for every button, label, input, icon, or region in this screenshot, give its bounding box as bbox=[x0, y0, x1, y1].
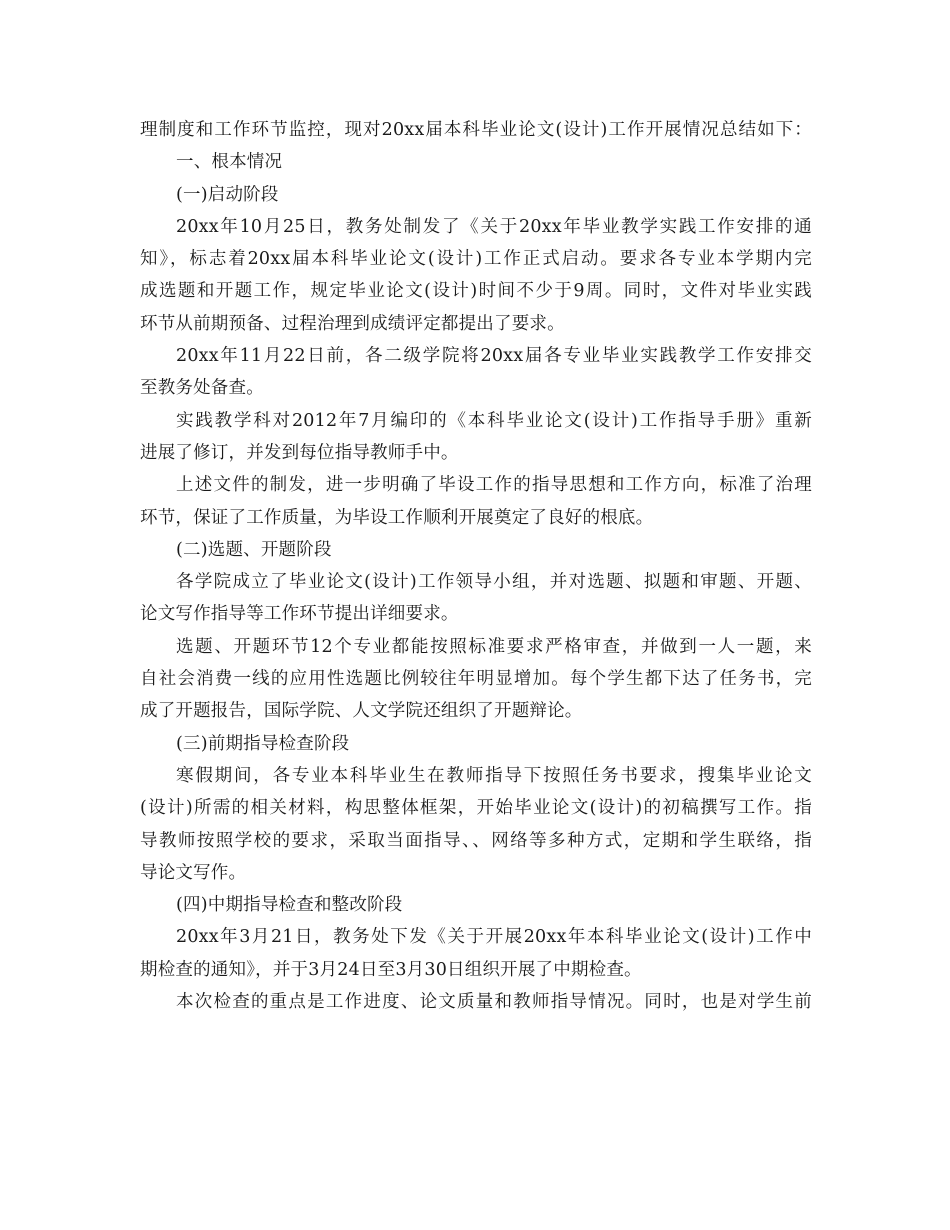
text-line: 实践教学科对2012年7月编印的《本科毕业论文(设计)工作指导手册》重新 bbox=[176, 410, 812, 431]
text-line: (一)启动阶段 bbox=[176, 184, 279, 205]
text-line: 上述文件的制发，进一步明确了毕设工作的指导思想和工作方向，标准了治理 bbox=[176, 475, 812, 496]
text-line: 20xx年3月21日，教务处下发《关于开展20xx年本科毕业论文(设计)工作中 bbox=[176, 927, 812, 948]
text-line: 导教师按照学校的要求，采取当面指导、、网络等多种方式，定期和学生联络，指 bbox=[140, 830, 812, 851]
text-line: 各学院成立了毕业论文(设计)工作领导小组，并对选题、拟题和审题、开题、 bbox=[176, 572, 812, 593]
text-line: 一、根本情况 bbox=[176, 152, 283, 173]
text-line: 成了开题报告，国际学院、人文学院还组织了开题辩论。 bbox=[140, 701, 583, 722]
text-line: 20xx年10月25日，教务处制发了《关于20xx年毕业教学实践工作安排的通 bbox=[176, 216, 812, 237]
text-line: 期检查的通知》，并于3月24日至3月30日组织开展了中期检查。 bbox=[140, 959, 642, 980]
text-line: 自社会消费一线的应用性选题比例较往年明显增加。每个学生都下达了任务书，完 bbox=[140, 669, 812, 690]
text-line: 20xx年11月22日前，各二级学院将20xx届各专业毕业实践教学工作安排交 bbox=[176, 346, 812, 367]
text-line: (设计)所需的相关材料，构思整体框架，开始毕业论文(设计)的初稿撰写工作。指 bbox=[140, 798, 812, 819]
text-line: 理制度和工作环节监控，现对20xx届本科毕业论文(设计)工作开展情况总结如下： bbox=[140, 120, 812, 140]
text-line: 寒假期间，各专业本科毕业生在教师指导下按照任务书要求，搜集毕业论文 bbox=[176, 765, 812, 786]
text-line: 成选题和开题工作，规定毕业论文(设计)时间不少于9周。同时，文件对毕业实践 bbox=[140, 281, 812, 302]
text-line: 进展了修订，并发到每位指导教师手中。 bbox=[140, 442, 459, 463]
text-line: 论文写作指导等工作环节提出详细要求。 bbox=[140, 604, 459, 625]
text-line: (二)选题、开题阶段 bbox=[176, 539, 332, 560]
document-body bbox=[140, 114, 812, 1018]
text-line: (三)前期指导检查阶段 bbox=[176, 733, 350, 754]
text-line: 导论文写作。 bbox=[140, 862, 247, 883]
text-line: 知》，标志着20xx届本科毕业论文(设计)工作正式启动。要求各专业本学期内完 bbox=[140, 249, 812, 270]
text-line: 选题、开题环节12个专业都能按照标准要求严格审查，并做到一人一题，来 bbox=[176, 636, 812, 657]
text-line: 环节，保证了工作质量，为毕设工作顺利开展奠定了良好的根底。 bbox=[140, 507, 654, 528]
text-line: 至教务处备查。 bbox=[140, 378, 264, 399]
text-line: 本次检查的重点是工作进度、论文质量和教师指导情况。同时，也是对学生前 bbox=[176, 992, 812, 1013]
text-line: (四)中期指导检查和整改阶段 bbox=[176, 895, 403, 916]
text-line: 环节从前期预备、过程治理到成绩评定都提出了要求。 bbox=[140, 313, 565, 334]
